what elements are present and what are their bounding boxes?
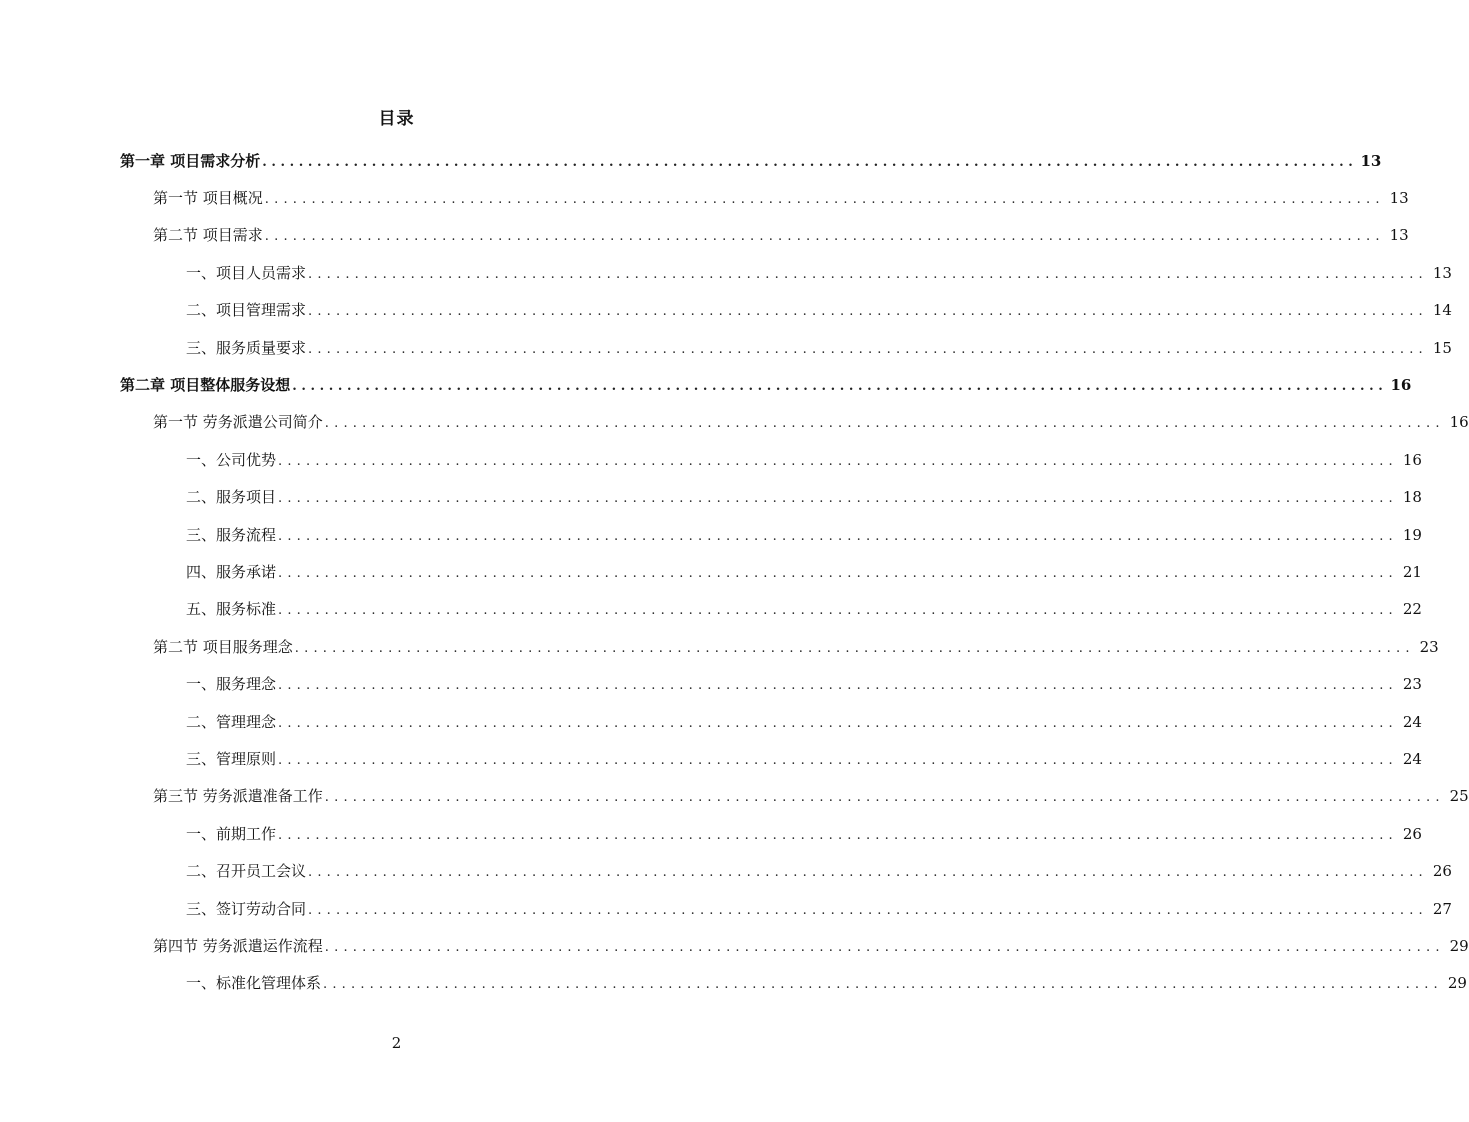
toc-dot-leader: ........................................................................................................................ <box>278 453 1398 469</box>
toc-dot-leader: ........................................................................................................................ <box>278 678 1398 694</box>
toc-entry[interactable] <box>0 516 1422 553</box>
toc-entry[interactable] <box>0 366 1412 403</box>
toc-entry[interactable] <box>0 553 1422 590</box>
toc-entry-page-number: 13 <box>1389 226 1409 245</box>
toc-entry-page-number: 27 <box>1432 899 1452 918</box>
toc-entry-page-number: 15 <box>1432 338 1452 357</box>
toc-entry-page-number: 16 <box>1402 450 1422 469</box>
toc-dot-leader: ........................................................................................................................ <box>324 939 1445 955</box>
toc-entry-page-number: 29 <box>1449 936 1469 955</box>
toc-dot-leader: ........................................................................................................................ <box>278 603 1398 619</box>
toc-entry[interactable] <box>0 628 1439 665</box>
toc-entry[interactable] <box>0 329 1452 366</box>
toc-dot-leader: ........................................................................................................................ <box>308 341 1428 357</box>
toc-entry-row <box>153 186 1409 210</box>
toc-dot-leader: ........................................................................................................................ <box>278 528 1398 544</box>
toc-entry[interactable] <box>0 591 1422 628</box>
toc-entry-page-number: 16 <box>1390 376 1412 395</box>
toc-entry-page-number: 16 <box>1449 413 1469 432</box>
toc-entry-row <box>120 373 1412 397</box>
toc-entry-label: 第一节 劳务派遣公司简介 <box>153 413 323 432</box>
toc-entry[interactable] <box>0 404 1469 441</box>
toc-dot-leader: ........................................................................................................................ <box>308 304 1428 320</box>
toc-entry-label: 三、服务质量要求 <box>186 338 307 357</box>
toc-entry-page-number: 18 <box>1402 488 1422 507</box>
toc-dot-leader: ........................................................................................................................ <box>308 902 1428 918</box>
toc-entry-label: 一、项目人员需求 <box>186 263 307 282</box>
toc-entry-label: 二、管理理念 <box>186 712 277 731</box>
toc-entry-label: 四、服务承诺 <box>186 562 277 581</box>
toc-entry-page-number: 24 <box>1402 749 1422 768</box>
toc-dot-leader: ........................................................................................................................ <box>278 491 1398 507</box>
toc-entry-row <box>120 149 1382 173</box>
page-number: 2 <box>391 1034 402 1052</box>
toc-entry-row <box>186 710 1422 734</box>
toc-entry-row <box>186 747 1422 771</box>
toc-dot-leader: ........................................................................................................................ <box>278 565 1398 581</box>
toc-entry-page-number: 14 <box>1432 301 1452 320</box>
toc-entry[interactable] <box>0 254 1452 291</box>
toc-entry-page-number: 19 <box>1402 525 1422 544</box>
toc-entry-page-number: 25 <box>1449 787 1469 806</box>
toc-dot-leader: ........................................................................................................................ <box>262 154 1358 170</box>
toc-entry-row <box>186 261 1452 285</box>
toc-entry[interactable] <box>0 479 1422 516</box>
toc-dot-leader: ........................................................................................................................ <box>278 827 1398 843</box>
toc-entry-label: 二、服务项目 <box>186 488 277 507</box>
toc-dot-leader: ........................................................................................................................ <box>294 640 1415 656</box>
toc-dot-leader: ........................................................................................................................ <box>308 865 1428 881</box>
toc-entry-row <box>186 336 1452 360</box>
toc-entry-page-number: 23 <box>1402 675 1422 694</box>
toc-entry[interactable] <box>0 890 1452 927</box>
toc-entry-page-number: 21 <box>1402 562 1422 581</box>
toc-entry-row <box>186 971 1467 995</box>
toc-entry-row <box>153 410 1469 434</box>
toc-entry[interactable] <box>0 852 1452 889</box>
toc-title: 目录 <box>378 109 415 129</box>
toc-entry-row <box>153 635 1439 659</box>
toc-entry[interactable] <box>0 142 1382 179</box>
toc-entry-label: 三、签订劳动合同 <box>186 899 307 918</box>
toc-entry-page-number: 24 <box>1402 712 1422 731</box>
toc-entry-label: 第二节 项目需求 <box>153 226 263 245</box>
toc-entry-page-number: 13 <box>1389 189 1409 208</box>
toc-entry-row <box>186 560 1422 584</box>
toc-entry-label: 一、前期工作 <box>186 824 277 843</box>
toc-entry-label: 第一节 项目概况 <box>153 189 263 208</box>
toc-entry[interactable] <box>0 441 1422 478</box>
toc-entry-label: 一、公司优势 <box>186 450 277 469</box>
toc-dot-leader: ........................................................................................................................ <box>324 790 1445 806</box>
toc-dot-leader: ........................................................................................................................ <box>278 715 1398 731</box>
toc-entry-row <box>186 298 1452 322</box>
toc-dot-leader: ........................................................................................................................ <box>324 416 1445 432</box>
toc-entry[interactable] <box>0 740 1422 777</box>
toc-dot-leader: ........................................................................................................................ <box>264 192 1385 208</box>
toc-entry-row <box>186 448 1422 472</box>
toc-dot-leader: ........................................................................................................................ <box>323 977 1443 993</box>
toc-entry-row <box>186 822 1422 846</box>
toc-entry-label: 第二节 项目服务理念 <box>153 637 293 656</box>
toc-dot-leader: ........................................................................................................................ <box>292 379 1388 395</box>
toc-dot-leader: ........................................................................................................................ <box>264 229 1385 245</box>
toc-entry[interactable] <box>0 965 1467 1002</box>
toc-entry-row <box>186 523 1422 547</box>
toc-entry-row <box>153 934 1469 958</box>
toc-entry-page-number: 13 <box>1360 151 1382 170</box>
toc-entry-label: 三、服务流程 <box>186 525 277 544</box>
toc-entry-row <box>186 859 1452 883</box>
toc-entry[interactable] <box>0 778 1469 815</box>
toc-entry[interactable] <box>0 665 1422 702</box>
toc-entry-page-number: 22 <box>1402 600 1422 619</box>
toc-entry-label: 二、项目管理需求 <box>186 301 307 320</box>
toc-entry-row <box>186 485 1422 509</box>
toc-dot-leader: ........................................................................................................................ <box>278 752 1398 768</box>
toc-entry-label: 第四节 劳务派遣运作流程 <box>153 936 323 955</box>
toc-entry-page-number: 26 <box>1432 862 1452 881</box>
toc-entry-label: 五、服务标准 <box>186 600 277 619</box>
toc-entry-row <box>153 223 1409 247</box>
toc-entry-row <box>186 672 1422 696</box>
toc-entry-row <box>186 897 1452 921</box>
toc-entry-label: 一、标准化管理体系 <box>186 974 322 993</box>
toc-entry-page-number: 29 <box>1447 974 1467 993</box>
toc-entry[interactable] <box>0 927 1469 964</box>
toc-entry-label: 二、召开员工会议 <box>186 862 307 881</box>
toc-entry-label: 三、管理原则 <box>186 749 277 768</box>
toc-entry[interactable] <box>0 217 1409 254</box>
toc-entry-page-number: 23 <box>1419 637 1439 656</box>
toc-entry-label: 一、服务理念 <box>186 675 277 694</box>
toc-entry[interactable] <box>0 815 1422 852</box>
toc-entry-label: 第三节 劳务派遣准备工作 <box>153 787 323 806</box>
toc-entry-page-number: 26 <box>1402 824 1422 843</box>
toc-entry[interactable] <box>0 292 1452 329</box>
toc-dot-leader: ........................................................................................................................ <box>308 266 1428 282</box>
toc-entry-label: 第二章 项目整体服务设想 <box>120 376 291 395</box>
toc-entry-label: 第一章 项目需求分析 <box>120 151 261 170</box>
toc-entry-page-number: 13 <box>1432 263 1452 282</box>
toc-entry[interactable] <box>0 703 1422 740</box>
toc-entry-row <box>186 597 1422 621</box>
toc-entry-row <box>153 784 1469 808</box>
table-of-contents <box>0 142 1469 1002</box>
toc-entry[interactable] <box>0 179 1409 216</box>
